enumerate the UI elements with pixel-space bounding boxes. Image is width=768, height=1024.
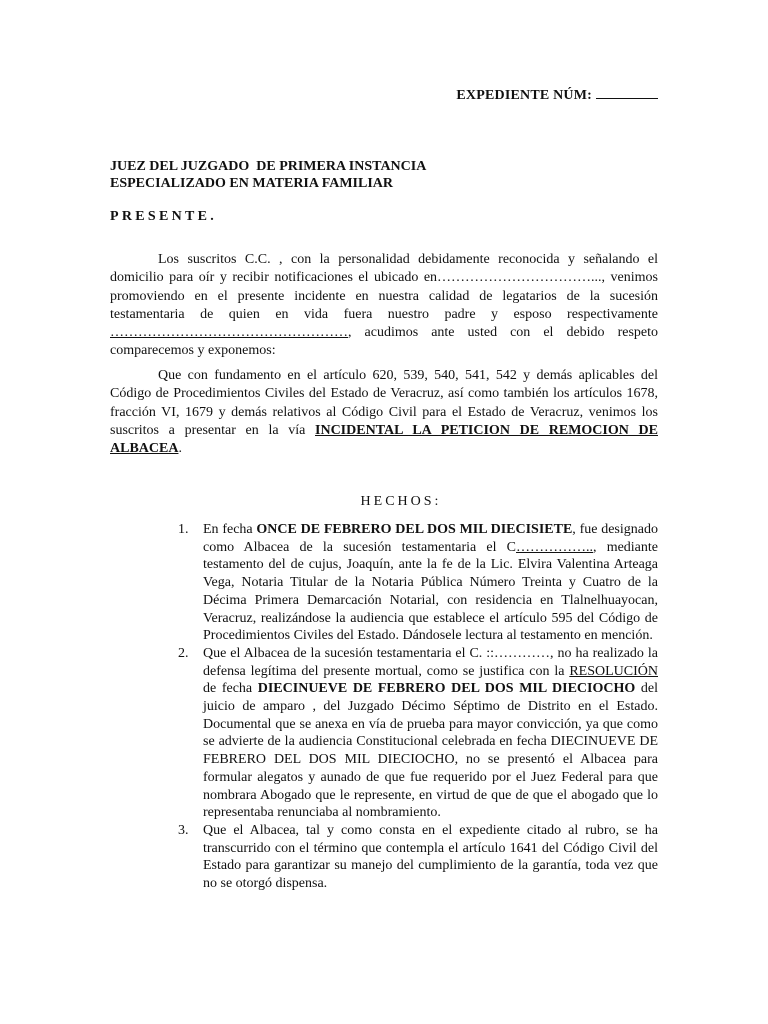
fact-1-text-c: , fue designado como Albacea de la sucesión testamentaria el C [203,522,658,555]
paragraph-2-petition: INCIDENTAL LA PETICION DE REMOCION DE ALBACEA [110,422,658,457]
hechos-list [178,521,658,893]
salutation-presente: PRESENTE. [110,209,218,224]
addressee-line-1: JUEZ DEL JUZGADO DE PRIMERA INSTANCIA [110,159,427,174]
case-number-blank-line [596,86,658,99]
fact-2-text-g: del juicio de amparo , del Juzgado Décimo Séptimo de Distrito en el Estado. Documental que se anexa en vía de prueba para mayor convicción, ya que como se advierte de la audiencia Constitucional celebrada en fecha DIECINUEVE DE FEBRERO DEL DOS MIL DIECIOCHO, no se presentó el Albacea para formular alegatos y aunado de que fue requerido por el Juez Federal para que nombrara Abogado que le represente, en virtud de que de que el abogado que lo representaba renunciaba al nombramiento. [203,681,658,821]
fact-2-resolution: RESOLUCIÓN [569,663,658,679]
list-item-number: 2. [178,645,189,661]
paragraph-1-text: Los suscritos C.C. , con la personalidad debidamente reconocida y señalando el domicilio para oír y recibir notificaciones el ubicado en……………………………..., venimos promoviendo en el presente incidente en nuestra calidad de legatarios de la sucesión testamentaria de quien en vida fuera nuestro padre y esposo respectivamente [110,252,658,322]
fact-2-date: DIECINUEVE DE FEBRERO DEL DOS MIL DIECIOCHO [257,681,636,697]
list-item-number: 3. [178,822,189,838]
hechos-heading: HECHOS: [360,494,442,509]
fact-1-date: ONCE DE FEBRERO DEL DOS MIL DIECISIETE [256,522,573,537]
fact-1-text-e: , mediante testamento del de cujus, Joaquín, ante la fe de la Lic. Elvira Valentina Arteaga Vega, Notaria Titular de la Notaria Pública Número Treinta y Cuatro de la Décima Primera Demarcación Notarial, con residencia en Tlalnelhuayocan, Veracruz, realizándose la audiencia que establece el artículo 595 del Código de Procedimientos Civiles del Estado. Dándosele lectura al testamento en mención. [203,539,658,644]
addressee-block [110,158,426,192]
list-item [178,521,658,645]
fact-2-text-e: de fecha [203,681,258,697]
paragraph-1-dotted-blank: …………………………………………… [110,325,348,341]
fact-2-dotted-blank: ::………… [486,645,551,661]
paragraph-2-end: . [178,441,182,457]
fact-1-text-a: En fecha [203,522,257,537]
paragraph-legal-basis [110,367,658,458]
list-item [178,645,658,822]
case-number-label: EXPEDIENTE NÚM: [456,88,592,103]
paragraph-2-text: Que con fundamento en el artículo 620, 539, 540, 541, 542 y demás aplicables del Código de Procedimientos Civiles del Estado de Veracruz, así como también los artículos 1678, fracción VI, 1679 y demás relativos al Código Civil para el Estado de Veracruz, venimos los suscritos a presentar en la vía [110,368,658,438]
addressee-line-2: ESPECIALIZADO EN MATERIA FAMILIAR [110,176,394,191]
fact-2-text-c: , no ha realizado la defensa legítima del presente mortual, como se justifica con la [203,645,658,679]
paragraph-introduction [110,251,658,361]
fact-2-text-a: Que el Albacea de la sucesión testamentaria el C. [203,645,487,661]
paragraph-1-tail: , acudimos ante usted con el debido respeto comparecemos y exponemos: [110,325,658,359]
list-item [178,822,658,893]
case-number-header [456,86,658,104]
list-item-number: 1. [178,522,189,537]
fact-3-text: Que el Albacea, tal y como consta en el expediente citado al rubro, se ha transcurrido con el término que contempla el artículo 1641 del Código Civil del Estado para garantizar su manejo del cumplimiento de la garantía, toda vez que no se otorgó dispensa. [203,822,658,892]
fact-1-dotted-blank: …………….. [516,539,594,555]
